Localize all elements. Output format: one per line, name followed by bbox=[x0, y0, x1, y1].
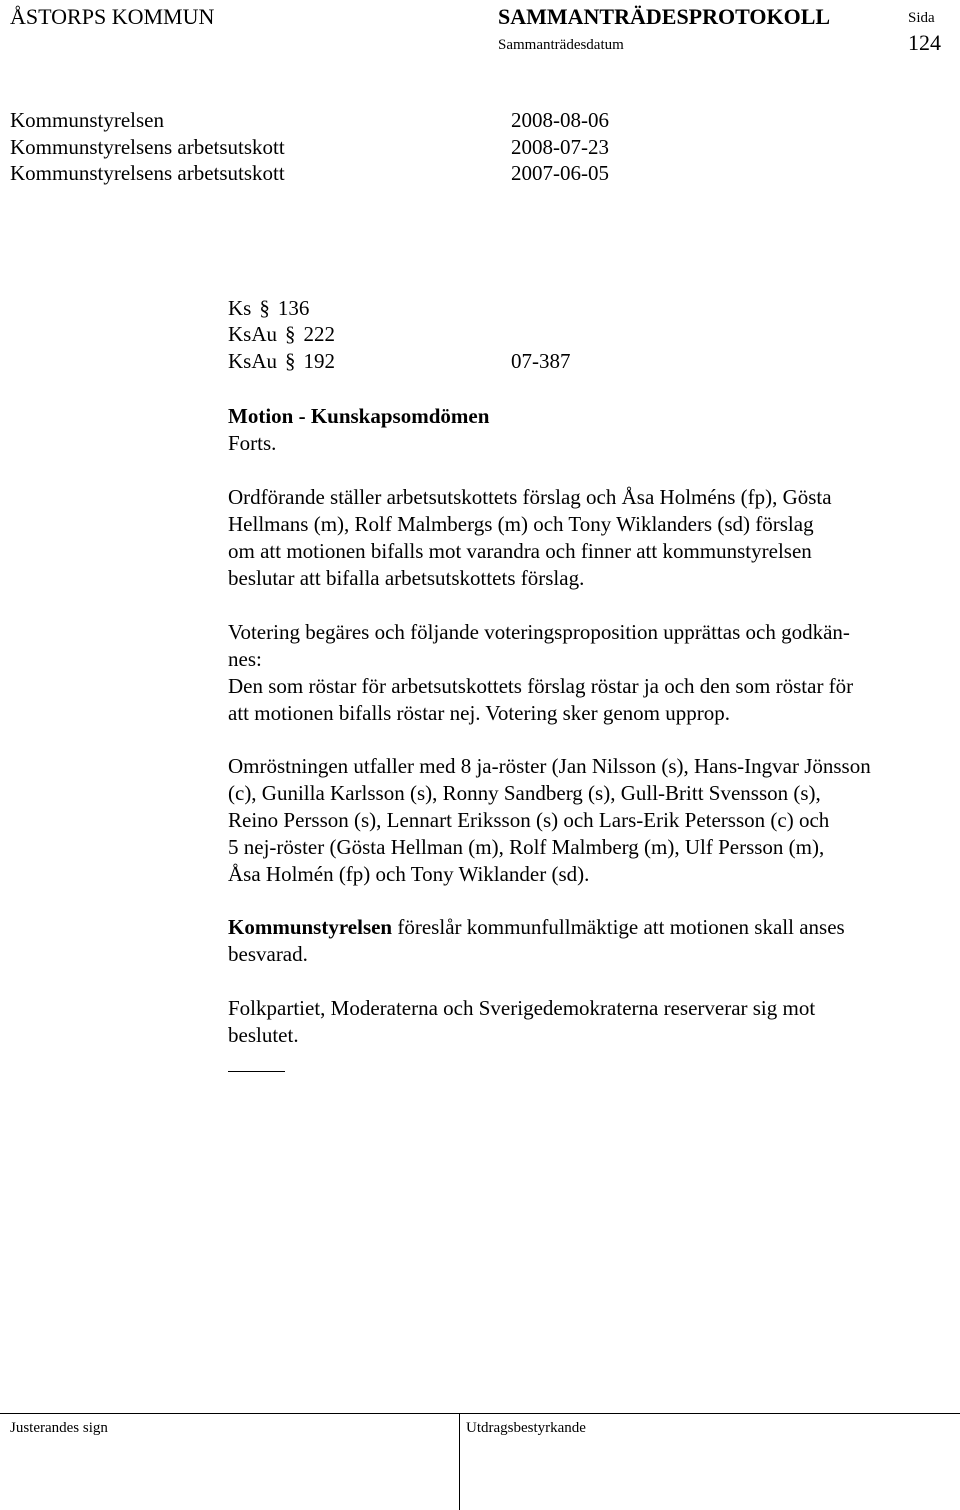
page-number: 124 bbox=[908, 30, 941, 55]
paragraph-ref-body: KsAu bbox=[228, 322, 278, 346]
paragraph-ref-body: KsAu bbox=[228, 349, 278, 373]
utdragsbestyrkande-label: Utdragsbestyrkande bbox=[466, 1420, 586, 1436]
text-line: Den som röstar för arbetsutskottets förslag röstar ja och den som röstar för bbox=[228, 674, 854, 698]
text-line: om att motionen bifalls mot varandra och finner att kommunstyrelsen bbox=[228, 539, 812, 563]
text-line: nes: bbox=[228, 647, 262, 671]
text-line: att motionen bifalls röstar nej. Votering sker genom upprop. bbox=[228, 701, 730, 725]
paragraph-reservation bbox=[228, 995, 928, 1049]
paragraph-chair-proposal bbox=[228, 484, 928, 592]
text-line: (c), Gunilla Karlsson (s), Ronny Sandberg (s), Gull-Britt Svensson (s), bbox=[228, 781, 821, 805]
text-line: beslutet. bbox=[228, 1023, 299, 1047]
paragraph-ref-number: 136 bbox=[277, 296, 310, 320]
text-line bbox=[228, 914, 928, 941]
text-line: Folkpartiet, Moderaterna och Sverigedemokraterna reserverar sig mot bbox=[228, 996, 816, 1020]
text-line: Åsa Holmén (fp) och Tony Wiklander (sd). bbox=[228, 862, 590, 886]
paragraph-vote-proposition bbox=[228, 619, 928, 727]
text-line: beslutar att bifalla arbetsutskottets förslag. bbox=[228, 566, 585, 590]
meeting-date: 2008-07-23 bbox=[511, 135, 609, 159]
paragraph-ref-number: 222 bbox=[303, 322, 336, 346]
justerandes-sign-label: Justerandes sign bbox=[10, 1420, 108, 1436]
text-line: Omröstningen utfaller med 8 ja-röster (Jan Nilsson (s), Hans-Ingvar Jönsson bbox=[228, 754, 871, 778]
text-line: Ordförande ställer arbetsutskottets förslag och Åsa Holméns (fp), Gösta bbox=[228, 485, 832, 509]
decision-body: Kommunstyrelsen bbox=[228, 915, 393, 939]
end-of-section-rule bbox=[228, 1071, 285, 1072]
text-line: besvarad. bbox=[228, 942, 308, 966]
text-line: Hellmans (m), Rolf Malmbergs (m) och Tony Wiklanders (sd) förslag bbox=[228, 512, 814, 536]
meeting-name: Kommunstyrelsens arbetsutskott bbox=[10, 161, 285, 185]
footer-divider-line bbox=[0, 1413, 960, 1414]
meeting-name: Kommunstyrelsen bbox=[10, 108, 164, 132]
paragraph-ref-number: 192 bbox=[303, 349, 336, 373]
paragraph-ref bbox=[228, 349, 335, 374]
text-line: Reino Persson (s), Lennart Eriksson (s) och Lars-Erik Petersson (c) och bbox=[228, 808, 830, 832]
meeting-name: Kommunstyrelsens arbetsutskott bbox=[10, 135, 285, 159]
meeting-date-label: Sammanträdesdatum bbox=[498, 37, 624, 53]
footer-column-divider bbox=[459, 1413, 460, 1510]
section-sign: § bbox=[259, 296, 270, 320]
paragraph-ref-body: Ks bbox=[228, 296, 252, 320]
meeting-date: 2008-08-06 bbox=[511, 108, 609, 132]
organization-name: ÅSTORPS KOMMUN bbox=[10, 4, 215, 29]
text-line: 5 nej-röster (Gösta Hellman (m), Rolf Malmberg (m), Ulf Persson (m), bbox=[228, 835, 825, 859]
paragraph-decision bbox=[228, 914, 928, 968]
case-number: 07-387 bbox=[511, 349, 571, 373]
meeting-date: 2007-06-05 bbox=[511, 161, 609, 185]
continued-label: Forts. bbox=[228, 431, 277, 455]
paragraph-vote-result bbox=[228, 753, 928, 888]
document-title: SAMMANTRÄDESPROTOKOLL bbox=[498, 4, 831, 29]
decision-text: föreslår kommunfullmäktige att motionen skall anses bbox=[392, 915, 845, 939]
paragraph-ref bbox=[228, 322, 335, 347]
section-sign: § bbox=[285, 322, 296, 346]
text-line: Votering begäres och följande voteringsproposition upprättas och godkän- bbox=[228, 620, 850, 644]
paragraph-ref bbox=[228, 296, 309, 321]
page-label: Sida bbox=[908, 10, 935, 26]
section-sign: § bbox=[285, 349, 296, 373]
subject-heading: Motion - Kunskapsomdömen bbox=[228, 404, 490, 428]
